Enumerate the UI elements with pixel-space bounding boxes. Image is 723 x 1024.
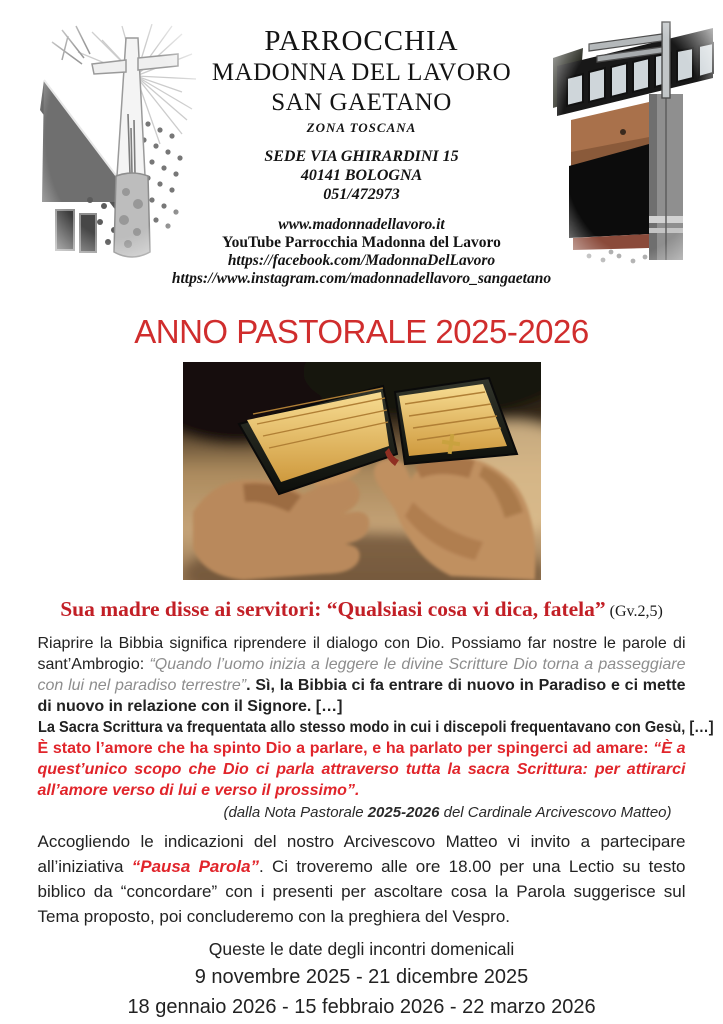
- parish-instagram-link[interactable]: https://www.instagram.com/madonnadellavoro_sangaetano: [171, 270, 552, 287]
- parish-name-line1: MADONNA DEL LAVORO: [211, 59, 512, 86]
- dates-line-2: 18 gennaio 2026 - 15 febbraio 2026 - 22 marzo 2026: [127, 996, 596, 1018]
- paragraph-sacra-scrittura: La Sacra Scrittura va frequentata allo stesso modo in cui i discepoli frequentavano con Gesù, […]: [37, 719, 714, 736]
- parish-header: [0, 0, 723, 292]
- parish-youtube-channel: YouTube Parrocchia Madonna del Lavoro: [222, 234, 501, 251]
- parish-name-line2: SAN GAETANO: [271, 89, 452, 116]
- church-facade-image: [553, 20, 717, 270]
- paragraph-invito-rest: . Ci troveremo alle ore 18.00 per una Lectio su testo biblico da “concordare” con i presenti per ascoltare cosa la Parola suggerisce sul Tema proposto, poi concluderemo con la preghiera del Vespro.: [37, 857, 686, 926]
- attribution-years: 2025-2026: [367, 804, 440, 821]
- dates-intro: Queste le date degli incontri domenicali: [208, 939, 515, 959]
- paragraph-invito: [38, 829, 686, 929]
- paragraph-amore-lead: È stato l’amore che ha spinto Dio a parlare, e ha parlato per spingerci ad amare:: [37, 740, 654, 757]
- paragraph-invito-lead: Accogliendo le indicazioni del nostro Arcivescovo Matteo vi invito a partecipare all’iniziativa: [37, 832, 686, 876]
- parish-phone: 051/472973: [323, 186, 400, 203]
- parish-address-line1: SEDE VIA GHIRARDINI 15: [264, 148, 459, 165]
- flyer-body: [37, 633, 714, 1020]
- paragraph-riaprire-lead: Riaprire la Bibbia significa riprendere il dialogo con Dio. Possiamo far nostre le parole di sant’Ambrogio:: [37, 635, 686, 673]
- page-title: ANNO PASTORALE 2025-2026: [134, 313, 589, 350]
- dates-line-1: 9 novembre 2025 - 21 dicembre 2025: [194, 966, 529, 988]
- verse-heading: [0, 596, 723, 625]
- verse-text: Sua madre disse ai servitori: “Qualsiasi cosa vi dica, fatela”: [60, 597, 606, 621]
- paragraph-riaprire: [38, 633, 686, 717]
- paragraph-riaprire-bold: . Sì, la Bibbia ci fa entrare di nuovo in Paradiso e ci mette di nuovo in relazione con il Signore. […]: [37, 677, 686, 715]
- parish-address-line2: 40141 BOLOGNA: [300, 167, 423, 184]
- church-sketch-image: [32, 24, 200, 268]
- verse-reference: (Gv.2,5): [605, 603, 663, 620]
- pausa-parola-label: “Pausa Parola”: [131, 857, 260, 876]
- church-facade-icon: [553, 20, 717, 270]
- parish-website-link[interactable]: www.madonnadellavoro.it: [278, 216, 445, 233]
- hands-open-bible-image: [183, 362, 541, 580]
- bible-hands-photo: [183, 362, 541, 580]
- ambrogio-quote: “Quando l’uomo inizia a leggere le divine Scritture Dio torna a passeggiare con lui nel paradiso terrestre”: [37, 656, 686, 694]
- parish-zone: ZONA TOSCANA: [306, 120, 417, 135]
- parish-title: PARROCCHIA: [264, 25, 459, 57]
- attribution-note: (dalla Nota Pastorale 2025-2026 del Cardinale Arcivescovo Matteo): [223, 804, 672, 821]
- paragraph-amore: [38, 738, 686, 801]
- scrittura-quote: “È a quest’unico scopo che Dio ci parla attraverso tutta la sacra Scrittura: per attirarci all’amore verso di lui e verso il prossimo”.: [37, 740, 686, 799]
- church-cross-sketch-icon: [32, 24, 200, 268]
- parish-facebook-link[interactable]: https://facebook.com/MadonnaDelLavoro: [227, 252, 496, 269]
